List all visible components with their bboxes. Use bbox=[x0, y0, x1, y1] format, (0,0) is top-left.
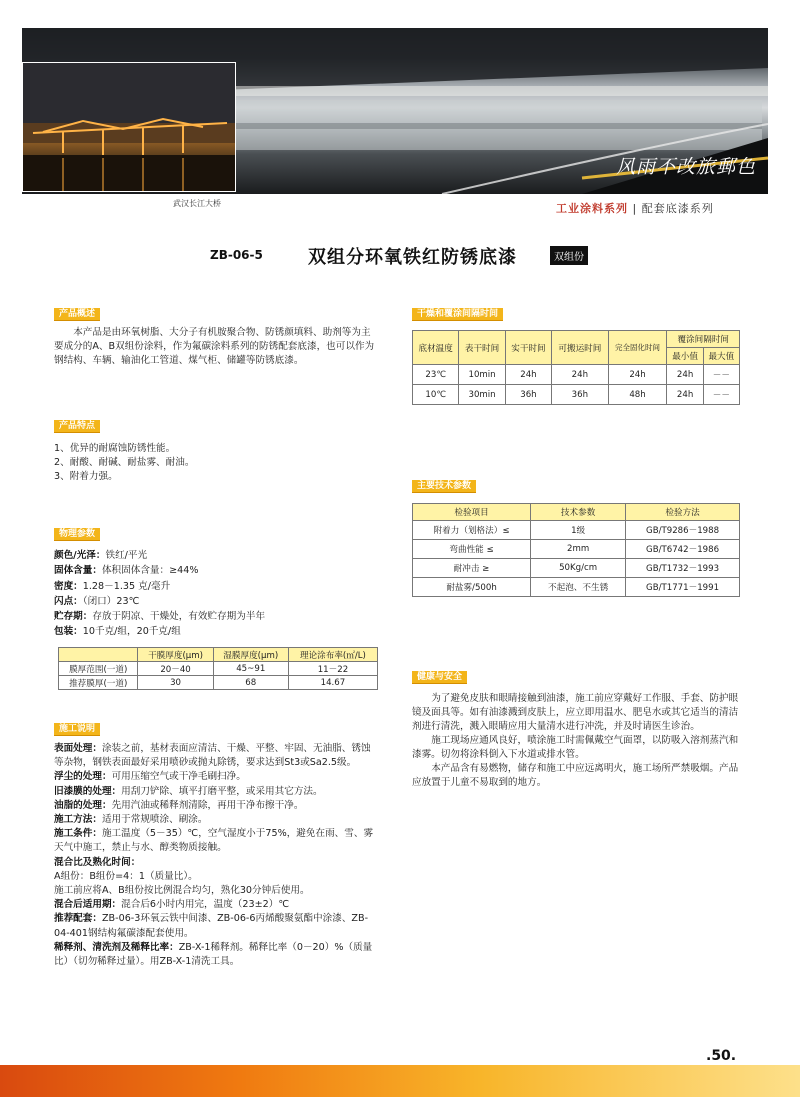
tech-table bbox=[412, 503, 740, 597]
param-row bbox=[54, 579, 384, 594]
safety-paragraph: 本产品含有易燃物，储存和施工中应远离明火，施工场所严禁吸烟。产品应放置于儿童不易取到的地方。 bbox=[412, 763, 739, 788]
table-cell: GB/T1771－1991 bbox=[626, 578, 740, 597]
table-cell: 24h bbox=[505, 365, 551, 385]
table-cell: 45~91 bbox=[213, 662, 288, 676]
photo-caption: 武汉长江大桥 bbox=[173, 199, 221, 208]
safety-paragraph: 施工现场应通风良好，喷涂施工时需佩戴空气面罩，以防吸入溶剂蒸汽和漆雾。切勿将涂料倒入下水道或排水管。 bbox=[412, 735, 739, 760]
param-value: （闭口）23℃ bbox=[82, 595, 140, 607]
table-cell: 48h bbox=[608, 385, 667, 405]
param-key: 固体含量： bbox=[54, 565, 102, 577]
param-value: 存放于阴凉、干燥处，有效贮存期为半年 bbox=[92, 611, 266, 623]
table-cell: 30 bbox=[138, 676, 213, 690]
table-cell: 耐冲击 ≥ bbox=[413, 559, 531, 578]
table-cell: 30min bbox=[459, 385, 505, 405]
param-value: 铁红/平光 bbox=[105, 550, 148, 561]
table-cell: 不起泡、不生锈 bbox=[531, 578, 626, 597]
table-header: 最小值 bbox=[667, 348, 703, 365]
table-cell: 68 bbox=[213, 676, 288, 690]
film-thickness-table bbox=[58, 647, 378, 690]
instruction-row bbox=[54, 898, 380, 912]
table-header: 湿膜厚度(μm) bbox=[213, 648, 288, 662]
overview-heading: 产品概述 bbox=[54, 308, 100, 321]
table-header: 底材温度 bbox=[413, 331, 459, 365]
table-cell: GB/T9286－1988 bbox=[626, 521, 740, 540]
series-primary: 工业涂料系列 bbox=[556, 202, 628, 215]
instruction-value: 涂装之前，基材表面应清洁、干燥、平整、牢固、无油脂、锈蚀等杂物，钢铁表面最好采用喷砂或抛丸除锈，要求达到St3或Sa2.5级。 bbox=[54, 743, 371, 769]
instruction-value: 用刮刀铲除、填平打磨平整，或采用其它方法。 bbox=[121, 785, 323, 797]
physical-heading: 物理参数 bbox=[54, 528, 100, 541]
param-row bbox=[54, 548, 384, 563]
physical-params bbox=[54, 548, 384, 640]
overview-text: 本产品是由环氧树脂、大分子有机胺聚合物、防锈颜填料、助剂等为主要成分的A、B双组份涂料，作为氟碳涂料系列的防锈配套底漆，也可以作为钢结构、车辆、输油化工管道、煤气柜、储罐等防锈底漆。 bbox=[54, 327, 375, 366]
param-value: 10千克/组，20千克/组 bbox=[82, 626, 181, 638]
table-row bbox=[59, 676, 378, 690]
instruction-row bbox=[54, 813, 380, 827]
page-number: .50. bbox=[706, 1048, 737, 1064]
table-row bbox=[413, 578, 740, 597]
table-header bbox=[59, 648, 138, 662]
product-code: ZB-06-5 bbox=[210, 248, 263, 262]
instruction-value: A组份：B组份=4：1（质量比）。 bbox=[54, 870, 198, 882]
table-header: 完全固化时间 bbox=[608, 331, 667, 365]
instruction-row bbox=[54, 799, 380, 813]
instruction-key: 浮尘的处理： bbox=[54, 771, 112, 783]
footer-gradient-bar bbox=[0, 1065, 800, 1097]
table-header: 可搬运时间 bbox=[552, 331, 608, 365]
instruction-row bbox=[54, 941, 380, 969]
table-header: 检验方法 bbox=[626, 504, 740, 521]
table-cell: 2mm bbox=[531, 540, 626, 559]
construction-text bbox=[54, 742, 380, 969]
features-list bbox=[54, 442, 374, 484]
table-cell: 10min bbox=[459, 365, 505, 385]
bridge-photo bbox=[22, 62, 236, 192]
product-name: 双组分环氧铁红防锈底漆 bbox=[308, 247, 517, 268]
table-cell: 耐盐雾/500h bbox=[413, 578, 531, 597]
safety-paragraph: 为了避免皮肤和眼睛接触到油漆，施工前应穿戴好工作服、手套、防护眼镜及面具等。如有油漆溅到皮肤上，应立即用温水、肥皂水或其它适当的清洁剂进行清洗，溅入眼睛应用大量清水进行冲洗，并及时请医生诊治。 bbox=[412, 693, 739, 732]
table-cell: 附着力（划格法）≤ bbox=[413, 521, 531, 540]
table-row bbox=[413, 385, 740, 405]
instruction-key: 油脂的处理： bbox=[54, 799, 112, 811]
table-cell: GB/T6742－1986 bbox=[626, 540, 740, 559]
table-cell: 36h bbox=[552, 385, 608, 405]
param-value: 体积固体含量：≥44% bbox=[101, 565, 199, 577]
table-cell: 50Kg/cm bbox=[531, 559, 626, 578]
table-row bbox=[59, 662, 378, 676]
safety-text bbox=[412, 692, 744, 790]
table-cell: 11－22 bbox=[288, 662, 377, 676]
table-header: 表干时间 bbox=[459, 331, 505, 365]
hero-banner bbox=[0, 0, 800, 215]
instruction-row bbox=[54, 742, 380, 770]
instruction-key: 旧漆膜的处理： bbox=[54, 785, 122, 797]
table-cell: 弯曲性能 ≤ bbox=[413, 540, 531, 559]
features-heading: 产品特点 bbox=[54, 420, 100, 433]
feature-item: 2、耐酸、耐碱、耐盐雾、耐油。 bbox=[54, 457, 195, 468]
instruction-row bbox=[54, 884, 380, 898]
param-key: 颜色/光泽： bbox=[54, 550, 106, 561]
table-header: 理论涂布率(㎡/L) bbox=[288, 648, 377, 662]
series-label bbox=[556, 200, 714, 216]
instruction-value: 适用于常规喷涂、刷涂。 bbox=[101, 814, 208, 826]
param-key: 密度： bbox=[54, 580, 83, 592]
param-row bbox=[54, 624, 384, 639]
table-header: 实干时间 bbox=[505, 331, 551, 365]
instruction-row bbox=[54, 870, 380, 884]
table-cell: 推荐膜厚(一道) bbox=[59, 676, 138, 690]
instruction-key: 施工方法： bbox=[54, 814, 102, 826]
table-cell: 36h bbox=[505, 385, 551, 405]
instruction-key: 稀释剂、清洗剂及稀释比率： bbox=[54, 941, 179, 953]
table-header: 最大值 bbox=[703, 348, 739, 365]
instruction-key: 混合比及熟化时间： bbox=[54, 856, 141, 868]
drying-table bbox=[412, 330, 740, 405]
param-row bbox=[54, 609, 384, 624]
instruction-value: 施工前应将A、B组份按比例混合均匀，熟化30分钟后使用。 bbox=[54, 885, 310, 897]
table-cell: 24h bbox=[667, 365, 703, 385]
table-header: 检验项目 bbox=[413, 504, 531, 521]
param-key: 闪点： bbox=[54, 595, 83, 607]
table-cell: GB/T1732－1993 bbox=[626, 559, 740, 578]
param-row bbox=[54, 594, 384, 609]
table-header: 技术参数 bbox=[531, 504, 626, 521]
table-cell: 14.67 bbox=[288, 676, 377, 690]
slogan: 风雨不改旅郵色 bbox=[616, 156, 757, 178]
param-value: 1.28－1.35 克/毫升 bbox=[82, 580, 171, 592]
table-cell: －－ bbox=[703, 365, 739, 385]
tech-heading: 主要技术参数 bbox=[412, 480, 476, 493]
instruction-row bbox=[54, 785, 380, 799]
instruction-key: 施工条件： bbox=[54, 828, 102, 840]
instruction-row bbox=[54, 770, 380, 784]
instruction-row bbox=[54, 827, 380, 855]
instruction-row bbox=[54, 912, 380, 940]
instruction-key: 混合后适用期： bbox=[54, 899, 122, 911]
instruction-row bbox=[54, 856, 380, 870]
table-header: 覆涂间隔时间 bbox=[667, 331, 740, 348]
table-cell: 10℃ bbox=[413, 385, 459, 405]
table-cell: 24h bbox=[552, 365, 608, 385]
table-cell: －－ bbox=[703, 385, 739, 405]
product-title-row bbox=[210, 243, 770, 267]
instruction-value: 混合后6小时内用完，温度（23±2）℃ bbox=[121, 899, 290, 911]
series-divider: | bbox=[632, 202, 638, 215]
instruction-value: ZB-X-1稀释剂。稀释比率（0－20）%（质量比）（切勿稀释过量）。用ZB-X-1清洗工具。 bbox=[54, 941, 373, 968]
table-cell: 23℃ bbox=[413, 365, 459, 385]
table-row bbox=[413, 365, 740, 385]
instruction-value: 先用汽油或稀释剂清除，再用干净布擦干净。 bbox=[111, 799, 304, 811]
instruction-value: ZB-06-3环氧云铁中间漆、ZB-06-6丙烯酸聚氨酯中涂漆、ZB-04-401钢结构氟碳漆配套使用。 bbox=[54, 913, 369, 939]
instruction-key: 推荐配套： bbox=[54, 913, 102, 925]
table-cell: 24h bbox=[608, 365, 667, 385]
series-secondary: 配套底漆系列 bbox=[641, 202, 714, 215]
table-cell: 20－40 bbox=[138, 662, 213, 676]
construction-heading: 施工说明 bbox=[54, 723, 100, 736]
param-row bbox=[54, 563, 384, 578]
feature-item: 3、附着力强。 bbox=[54, 471, 118, 482]
feature-item: 1、优异的耐腐蚀防锈性能。 bbox=[54, 443, 176, 454]
safety-heading: 健康与安全 bbox=[412, 671, 467, 684]
param-key: 贮存期： bbox=[54, 611, 93, 623]
table-row bbox=[413, 559, 740, 578]
component-tag: 双组份 bbox=[550, 246, 588, 265]
table-row bbox=[413, 521, 740, 540]
instruction-key: 表面处理： bbox=[54, 743, 102, 754]
instruction-value: 可用压缩空气或干净毛刷扫净。 bbox=[111, 771, 246, 783]
table-cell: 24h bbox=[667, 385, 703, 405]
table-header: 干膜厚度(μm) bbox=[138, 648, 213, 662]
param-key: 包装： bbox=[54, 626, 83, 638]
drying-heading: 干燥和覆涂间隔时间 bbox=[412, 308, 503, 321]
instruction-value: 施工温度（5－35）℃，空气湿度小于75%，避免在雨、雪、雾天气中施工，禁止与水、醇类物质接触。 bbox=[54, 828, 374, 854]
table-row bbox=[413, 540, 740, 559]
table-cell: 1级 bbox=[531, 521, 626, 540]
table-cell: 膜厚范围(一道) bbox=[59, 662, 138, 676]
